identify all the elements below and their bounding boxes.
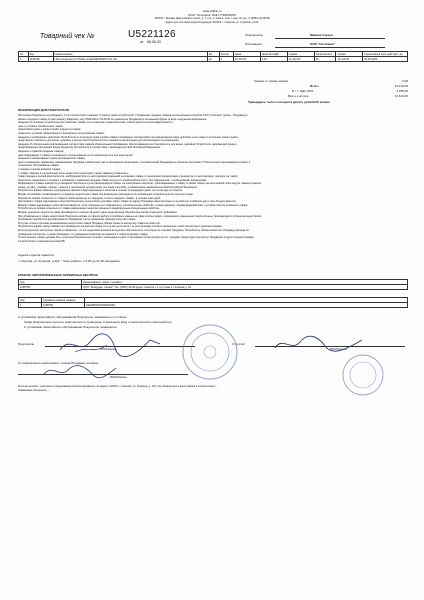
- header-address: 125130 г. Москва, Дмитровское шоссе, д. 7, стр. 1, этаж 1, пом. I, ком. 31 тел +7 (8452) 23-99-08: [154, 17, 270, 20]
- col-unit: Ед.: [207, 52, 219, 57]
- info-line: Отличительные товары должны быть получены Покупателем в течение 7 календарных дней, в противном случае договор купли - продажи товара будет расторгнут Продавцом в одностороннем порядке: [18, 236, 254, 240]
- issued-label: Отпустил: [232, 342, 246, 346]
- info-line: сведения о необходимых действиях Потребителя по истечении срока службы товара и возможных последствиях при невыполнении таких действий, если товар по истечении срока службы: [18, 135, 238, 139]
- services-value: ООО "Рекорднет Сервис" Тел. (8452) 44-98 Адрес Саратов у.л. Кутузова к. Гагарина д. 93: [82, 285, 408, 290]
- vat-value: 2 235,00: [396, 89, 408, 93]
- cell-warranty-until: 30.05.2023: [363, 57, 408, 62]
- buyer-name: Мамсик Сурзун: [310, 33, 333, 37]
- info-line: При возврате товара надлежащего качества Покупатель осуществляет доставку такого товара по адресу Продавца самостоятельно и за свой счет в рабочие дни и часы Отдела гарантии.: [18, 200, 237, 204]
- serials-num: 1: [19, 303, 42, 308]
- info-line: предотвращение причинения вреда имуществу Потребителя в соответствии с законодательством Российской Федерации;: [18, 146, 161, 150]
- info-line: сведения об основных потребительских свойствах товара, его технических характеристиках, класса энергетической эффективности,: [18, 121, 174, 125]
- info-line: В случае спора о причинах возникновения недостатков товара Продавец обязан провести экспертизу товара за свой счет.: [18, 221, 161, 225]
- total-label: Итого: [310, 84, 319, 88]
- info-line: представляет опасность для жизни, здоровья и имущества Потребителя или становится непригодным для использования по назначению;: [18, 139, 180, 143]
- address-line: г. Саратов, ул. Куприна, д.103. * Часы работы: с 9:00 до 21:00 ежедневно.: [18, 259, 121, 263]
- table-row: [19, 285, 408, 290]
- info-line: в соответствии с законодательством РФ.: [18, 239, 66, 243]
- info-line: Покупатель ознакомлен и согласен с договором и правилами продажи. Товар получен в полной комплектности, без повреждений, с необходимыми документами.: [18, 178, 207, 182]
- invoice-date: 06.06.20: [147, 40, 161, 44]
- cell-price-novat: 0,00: [260, 57, 287, 62]
- stamp-round-icon: [340, 352, 386, 398]
- cell-sum2: 13 410,00: [336, 57, 363, 62]
- serials-value: HE4087H5T10000003F0...: [85, 303, 408, 308]
- info-line: техническое обслуживание товара;: [18, 164, 60, 168]
- buyer-fio-label: ФИО/Подпись: [100, 348, 117, 351]
- services-heading: СПИСОК АВТОРИЗОВАННЫХ СЕРВИСНЫХ ЦЕНТРОВ: [18, 273, 98, 277]
- col-qty: Кол-во: [219, 52, 233, 57]
- info-line: о порядке и сроках возврата товара;: [18, 167, 61, 171]
- info-line: правилах и условиях эффективного и безопасного использования товара;: [18, 131, 105, 135]
- warranty-note: От оформления гарантийного талона Продавец согласен: [18, 361, 99, 365]
- col-num: №: [19, 52, 29, 57]
- seller-label: Поставщик:: [245, 42, 263, 46]
- info-line: иная информация о товаре и возможность использования его по назначению или для иных целей;: [18, 153, 134, 157]
- vat-label: В т.ч. НДС 20%: [292, 89, 314, 93]
- discount-label: Скидка от суммы заказа: [254, 79, 288, 83]
- services-col-code: Код: [19, 280, 82, 285]
- signoff-line1: С условиями гарантийного обслуживания Покупатель ознакомлен и согласен.: [18, 315, 128, 319]
- total-value: 13 410,00: [394, 84, 408, 88]
- seller-signature-icon: [270, 332, 370, 354]
- warranty-signature-icon: [40, 362, 120, 380]
- cell-price: 13 410,00: [233, 57, 260, 62]
- info-line: цене и условиях приобретения товара,: [18, 124, 64, 128]
- cell-warranty: 36: [314, 57, 336, 62]
- invoice-number: U5221126: [128, 29, 176, 40]
- info-heading: ИНФОРМАЦИЯ ДЛЯ ПОКУПАТЕЛЯ: [18, 108, 69, 112]
- buyer-sign-label: Покупатель: [18, 342, 35, 346]
- issued-fio-label: ФИО/Подпись: [330, 348, 347, 351]
- info-line: сведения о правилах продажи товаров;: [18, 149, 64, 153]
- cell-unit: шт: [207, 57, 219, 62]
- col-sum2: Сумма: [336, 52, 363, 57]
- serials-code: 1168769: [42, 303, 85, 308]
- info-line: Требования потребителя рассматриваются Продавцом после проведения проверки качества товара.: [18, 218, 136, 222]
- info-line: Возврат товара надлежащего качества производится, если сохранены его товарный вид, потребительские свойства, а также документ, подтверждающий факт и условия покупки указанного товара.: [18, 203, 248, 207]
- address-label: Адреса отделов гарантии:: [18, 253, 55, 257]
- info-line: При обнаружении в товаре недостатков Покупатель вправе по своему выбору потребовать замены на товар этой же марки, соразмерного уменьшения покупной цены, безвозмездного устранения недостатков.: [18, 214, 262, 218]
- col-code: Код: [28, 52, 53, 57]
- buyer-signature-icon: [55, 330, 165, 358]
- info-line: Если в результате экспертизы товара установлено, что его недостатки возникли вследствие обстоятельств, за которые не отвечает Продавец, Потребитель обязан возместить Продавцу расходы на: [18, 229, 249, 232]
- stamp-seal-icon: [180, 322, 240, 382]
- col-warranty-until: Гарантийный срок действует до: [363, 52, 408, 57]
- signoff-line3: С условиями гарантийного обслуживания Покупатель ознакомлен.: [24, 325, 118, 329]
- invoice-title: Товарный чек №: [40, 33, 95, 40]
- info-line: Вправе потребовать безвозмездного устранения недостатков товара или возмещения расходов на их исправление потребителем или третьим лицом.: [18, 193, 194, 197]
- buyer-label: Покупатель:: [245, 33, 264, 37]
- serials-col-code: Код: [19, 298, 42, 303]
- info-line: Потребитель вправе присутствовать при проведении экспертизы товара и в случае несогласия с ее результатами оспорить заключение такой экспертизы в судебном порядке.: [18, 225, 223, 229]
- header-url: www.citilink.ru: [202, 9, 222, 13]
- col-price-novat: Цена без НДС: [260, 52, 287, 57]
- info-line: меню), на таре, упаковке, ярлыке, этикетке в технической документации или иным способом, установленным законодательством Российской Федерации.: [18, 185, 198, 189]
- signoff-line2: Товар Покупателем получен, комплектность проверена. К внешнему виду и комплектности претензий нет.: [24, 320, 173, 324]
- info-line: Настоящим Покупатель подтверждает, что в соответствии с законом "О защите прав потребителей" и Правилами продажи товаров дистанционным способом ООО "Ситилинк" (далее - Продавец) в: [18, 114, 248, 117]
- total-words: Тринадцать тысяч четыреста десять рублей 00 копеек: [248, 100, 330, 104]
- services-code: 1168769: [19, 285, 82, 290]
- seller-name: ООО "Ситилинк": [310, 42, 336, 46]
- info-line: Возврат денежных средств за товар производится в течение 10 дней с даты предъявления Покупателем соответствующего требования.: [18, 211, 178, 215]
- warranty-fio-label: ФИО/Подпись: [110, 376, 127, 379]
- invoice-date-label: от: [140, 40, 144, 44]
- cell-code: 1168769: [28, 57, 53, 62]
- header-postal: Адрес для почтовой корреспонденции 410012, г. Саратов, ул. Куприна, д.103: [165, 21, 259, 24]
- info-line: сведения об обязательном подтверждении соответствия товаров обязательным требованиям, обеспечивающим его безопасность для жизни, здоровья Потребителя, окружающей среды и: [18, 142, 237, 146]
- final-line2: Уважаемые покупатели, ...: [18, 389, 50, 392]
- services-col-name: Наименование, адрес, телефон: [82, 280, 408, 285]
- col-sum: Сумма: [287, 52, 314, 57]
- info-line: проведение экспертизы, а также связанные с ее проведением расходы на хранение и транспортировку товара.: [18, 232, 149, 236]
- cell-sum: 13 410,00: [287, 57, 314, 62]
- info-line: Потребитель вправе обменять непродовольственный товар надлежащего качества в течение четырнадцати дней, не считая дня его покупки.: [18, 189, 183, 193]
- header-company: ООО "Ситилинк" ИНН 7718979307: [187, 13, 237, 17]
- cell-qty: 1: [219, 57, 233, 62]
- cell-num: 1: [19, 57, 29, 62]
- cell-name: LED телевизор HYUNDAI H-LED40ES5008 FULL HD: [53, 57, 207, 62]
- table-row: [19, 303, 408, 308]
- info-text: [18, 114, 408, 243]
- items-table: [18, 51, 408, 62]
- table-row: [19, 57, 408, 62]
- pay-label: Всего к оплате: [288, 94, 309, 98]
- info-line: о товаре, бывшем в употреблении (если недостаток (недостатки) таким товаром устранялись);: [18, 171, 129, 175]
- serials-table: [18, 297, 408, 308]
- info-line: момент передачи товара по настоящему Товарному чеку U5221126 от 06.06.20 он ознакомлен Продавцом в письменной форме (в виде следующей информации:: [18, 117, 207, 121]
- col-warranty: Гарантия мес.: [314, 52, 336, 57]
- info-line: Товар передан в полной комплектности, необходимой для его эксплуатации (указанной на упаковке товара, в технической документации, руководстве по эксплуатации, паспорте на товар).: [18, 175, 238, 179]
- final-line1: Если вы желаете, претензии и предложения просим направлять по адресу 410012, г. Саратов, ул. Куприна, д. 103, или обращаться в наши офисы в соответствии с ...: [18, 385, 219, 388]
- pay-value: 13 410,00: [394, 94, 408, 98]
- info-line: Потребитель не вправе отказаться от товара надлежащего качества, имеющего индивидуально-определенные свойства.: [18, 207, 160, 211]
- info-line: сведения о наименовании страны производителя товара;: [18, 157, 86, 161]
- col-price: Цена: [233, 52, 260, 57]
- info-line: гарантийном сроке и сроке службы (годности) товара;: [18, 128, 81, 132]
- info-line: Информация о товаре доводится до сведения Покупателя путем размещения на товаре, на электронных носителях, прикладываемых к товару, в самом товаре (на электронной плате внутри товара в разделе: [18, 182, 262, 186]
- discount-value: 0,00: [402, 79, 408, 83]
- info-line: Покупатель вправе отказаться от товара в любое время до его передачи, а после передачи товара - в течение семи дней.: [18, 196, 161, 200]
- col-name: Наименование: [53, 52, 207, 57]
- serials-col-name: Серийные номера товаров: [42, 298, 85, 303]
- services-table: [18, 279, 408, 290]
- info-line: место нахождения, фирменное наименование Продавца и Импортера, место нахождения организации, уполномоченной Продавцом на принятие претензий от Покупателей и производящей ремонт и: [18, 160, 251, 164]
